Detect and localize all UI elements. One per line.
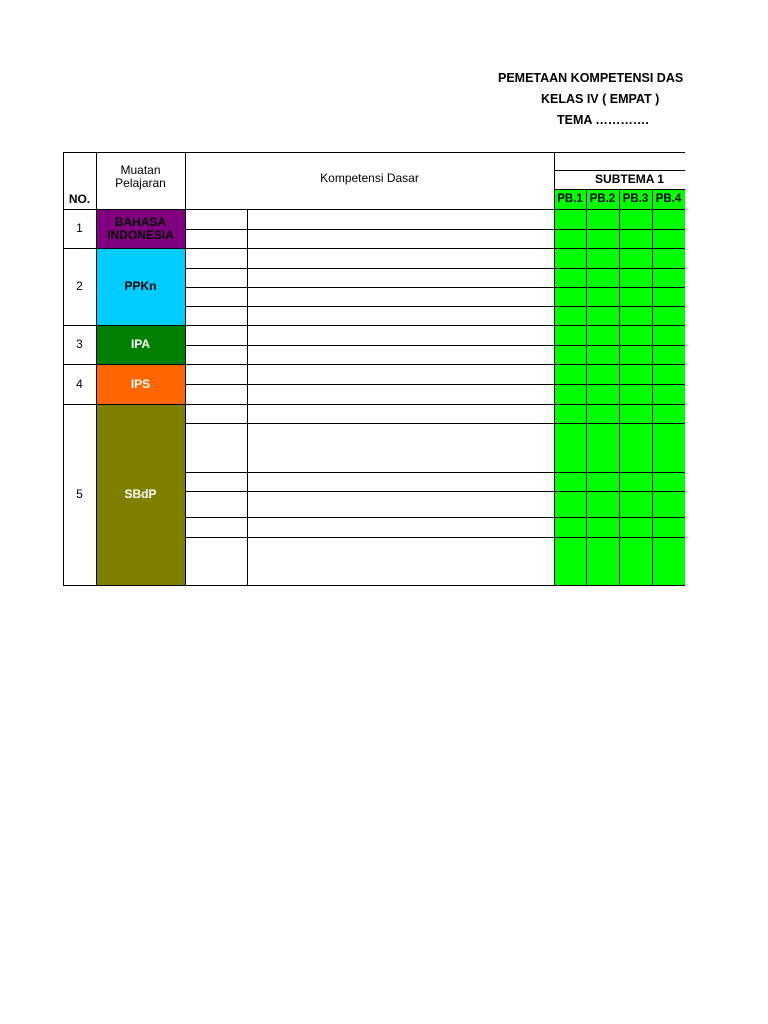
header-muatan: Muatan Pelajaran — [115, 163, 166, 190]
row-number-1: 2 — [76, 279, 83, 293]
grid-col-line — [247, 209, 248, 586]
grid-top-line — [63, 152, 685, 153]
row-number-4: 5 — [76, 487, 83, 501]
header-kompetensi: Kompetensi Dasar — [320, 170, 419, 185]
subject-cell-0: BAHASA INDONESIA — [96, 209, 185, 248]
grid-row-line — [63, 325, 685, 326]
header-pb-4: PB.4 — [652, 189, 685, 209]
class-title: KELAS IV ( EMPAT ) — [541, 92, 660, 106]
grid-row-line — [185, 268, 685, 269]
row-number-3: 4 — [76, 376, 83, 391]
theme-title: TEMA …………. — [557, 113, 649, 127]
grid-row-line — [185, 491, 685, 492]
grid-row-line — [185, 384, 685, 385]
subject-cell-1: PPKn — [96, 248, 185, 325]
subject-cell-2: IPA — [96, 325, 185, 364]
grid-row-line — [185, 306, 685, 307]
grid-row-line — [63, 364, 685, 365]
grid-row-line — [185, 517, 685, 518]
subject-cell-3: IPS — [96, 364, 185, 404]
grid-row-line — [63, 585, 685, 586]
header-subtema: SUBTEMA 1 — [595, 172, 664, 186]
header-no: NO. — [68, 191, 91, 206]
grid-col-line — [554, 152, 555, 586]
grid-col-line — [652, 189, 653, 586]
grid-col-line — [586, 189, 587, 586]
grid-row-line — [63, 209, 685, 210]
grid-col-line — [185, 152, 186, 586]
grid-row-line — [185, 345, 685, 346]
grid-row-line — [185, 423, 685, 424]
grid-row-line — [185, 287, 685, 288]
grid-col-line — [63, 152, 64, 586]
grid-row-line — [185, 537, 685, 538]
grid-col-line — [619, 189, 620, 586]
document-title: PEMETAAN KOMPETENSI DAS — [498, 71, 684, 85]
row-number-2: 3 — [76, 337, 83, 351]
subject-cell-4: SBdP — [96, 404, 185, 585]
grid-row-line — [63, 248, 685, 249]
grid-col-line — [96, 152, 97, 586]
grid-row-line — [185, 229, 685, 230]
header-pb-1: PB.1 — [554, 189, 586, 209]
header-pb-3: PB.3 — [619, 189, 652, 209]
grid-row-line — [63, 404, 685, 405]
grid-subtema-line — [554, 170, 685, 171]
grid-row-line — [185, 472, 685, 473]
row-number-0: 1 — [76, 221, 83, 235]
header-pb-2: PB.2 — [586, 189, 619, 209]
